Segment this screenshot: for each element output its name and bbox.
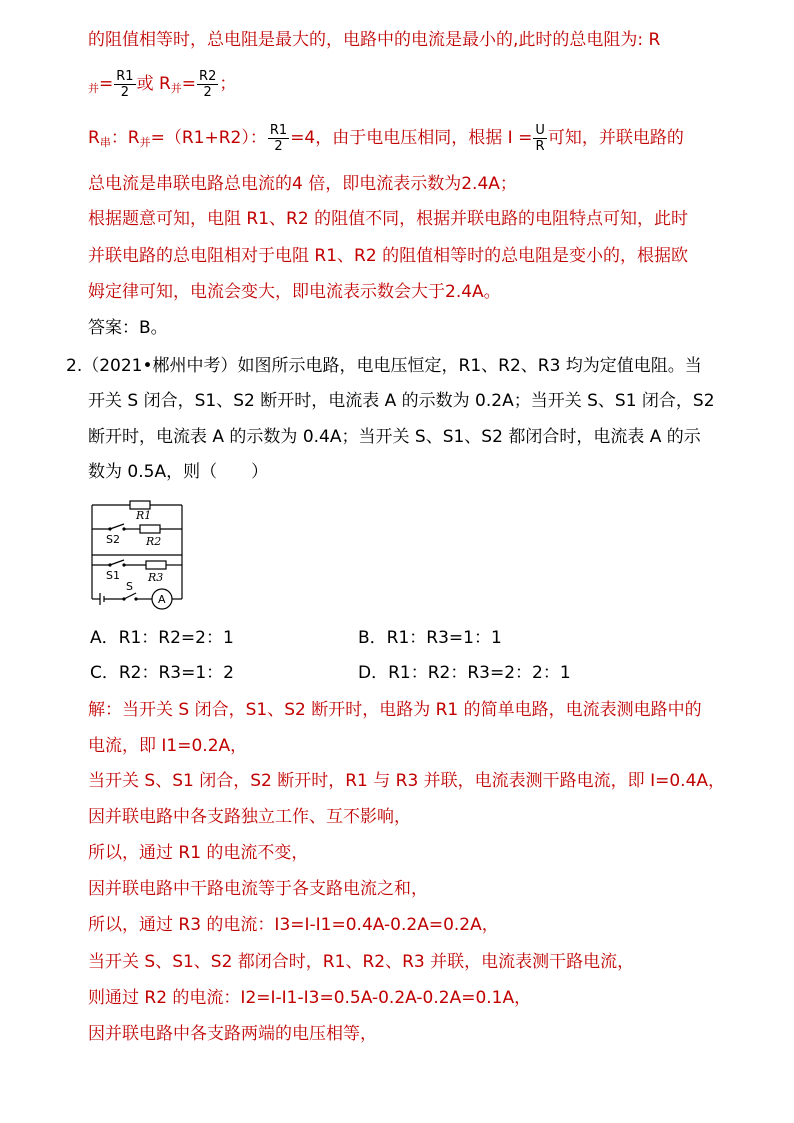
solution-line: 电流，即 I1=0.2A， (88, 736, 248, 756)
solution-line: 因并联电路中各支路独立工作、互不影响， (88, 807, 411, 827)
solution-line: 总电流是串联电路总电流的4 倍，即电流表示数为2.4A； (88, 174, 517, 194)
solution-line: 所以，通过 R3 的电流：I3=I-I1=0.4A-0.2A=0.2A， (88, 915, 499, 935)
denominator: 2 (274, 138, 283, 154)
option-a: A．R1：R2=2：1 (90, 628, 234, 648)
denominator: R (535, 138, 545, 154)
fraction (268, 123, 289, 154)
solution-line: 因并联电路中干路电流等于各支路电流之和， (88, 879, 428, 899)
solution-line: 的阻值相等时，总电阻是最大的，电路中的电流是最小的,此时的总电阻为: R (88, 30, 661, 50)
option-b: B．R1：R3=1：1 (358, 628, 502, 648)
text-run: R (88, 128, 100, 148)
subscript: 并 (88, 82, 99, 95)
solution-line: 因并联电路中各支路两端的电压相等， (88, 1024, 377, 1044)
text-run: =（R1+R2）： (150, 128, 267, 148)
ammeter-label: A (158, 593, 166, 606)
numerator: R1 (116, 68, 134, 84)
switch-s2-label: S2 (106, 533, 120, 546)
formula-line: $_并$= $\frac{R1}{2}$ 或 $R_并=$ $\frac{R2}{2}$ ； (88, 68, 237, 100)
resistor-r1-label: R1 (136, 509, 152, 522)
solution-line: 当开关 S、S1 闭合，S2 断开时，R1 与 R3 并联，电流表测干路电流，即 I=0.4A， (88, 771, 726, 791)
text-run: 或 R (136, 74, 171, 94)
text-run: ； (219, 74, 237, 94)
fraction (533, 123, 547, 154)
option-d: D．R1：R2：R3=2：2：1 (358, 663, 571, 683)
question-line: 数为 0.5A，则（ ） (88, 462, 269, 482)
question-line: 开关 S 闭合，S1、S2 断开时，电流表 A 的示数为 0.2A；当开关 S、S1 闭合，S2 (88, 391, 715, 411)
solution-line: 解：当开关 S 闭合，S1、S2 断开时，电路为 R1 的简单电路，电流表测电路中的 (88, 700, 702, 720)
denominator: 2 (203, 84, 212, 100)
option-c: C．R2：R3=1：2 (90, 663, 235, 683)
fraction (114, 69, 135, 100)
text-run: 可知，并联电路的 (547, 128, 684, 148)
question-line: 2.（2021•郴州中考）如图所示电路，电电压恒定，R1、R2、R3 均为定值电阻。当 (66, 356, 702, 376)
resistor-r3-symbol (146, 561, 166, 569)
solution-line: 则通过 R2 的电流：I2=I-I1-I3=0.5A-0.2A-0.2A=0.1A， (88, 988, 532, 1008)
formula-line (88, 118, 684, 158)
subscript: 并 (139, 136, 151, 149)
subscript: 并 (170, 82, 182, 95)
circuit-diagram (88, 493, 188, 611)
solution-line: 根据题意可知，电阻 R1、R2 的阻值不同，根据并联电路的电阻特点可知，此时 (88, 209, 689, 229)
resistor-r2-symbol (140, 525, 160, 533)
denominator: 2 (120, 84, 130, 100)
question-line: 断开时，电流表 A 的示数为 0.4A；当开关 S、S1、S2 都闭合时，电流表 A 的示 (88, 427, 701, 447)
switch-s-label: S (126, 580, 133, 593)
solution-line: 姆定律可知，电流会变大，即电流表示数会大于2.4A。 (88, 282, 501, 302)
text-run: ：R (110, 128, 140, 148)
switch-s1-label: S1 (106, 569, 120, 582)
numerator: U (535, 122, 545, 138)
subscript: 串 (99, 136, 111, 149)
solution-line: 并联电路的总电阻相对于电阻 R1、R2 的阻值相等时的总电阻是变小的，根据欧 (88, 246, 689, 266)
numerator: R2 (199, 68, 217, 84)
resistor-r2-label: R2 (146, 535, 162, 548)
resistor-r3-label: R3 (148, 571, 164, 584)
fraction (197, 69, 218, 100)
answer-line: 答案：B。 (88, 318, 168, 338)
resistor-r1-symbol (130, 501, 150, 509)
solution-line: 所以，通过 R1 的电流不变， (88, 843, 309, 863)
equals-sign: = (99, 74, 114, 94)
text-run: =4，由于电电压相同，根据 I = (290, 128, 533, 148)
numerator: R1 (269, 122, 288, 138)
solution-line: 当开关 S、S1、S2 都闭合时，R1、R2、R3 并联，电流表测干路电流， (88, 952, 635, 972)
